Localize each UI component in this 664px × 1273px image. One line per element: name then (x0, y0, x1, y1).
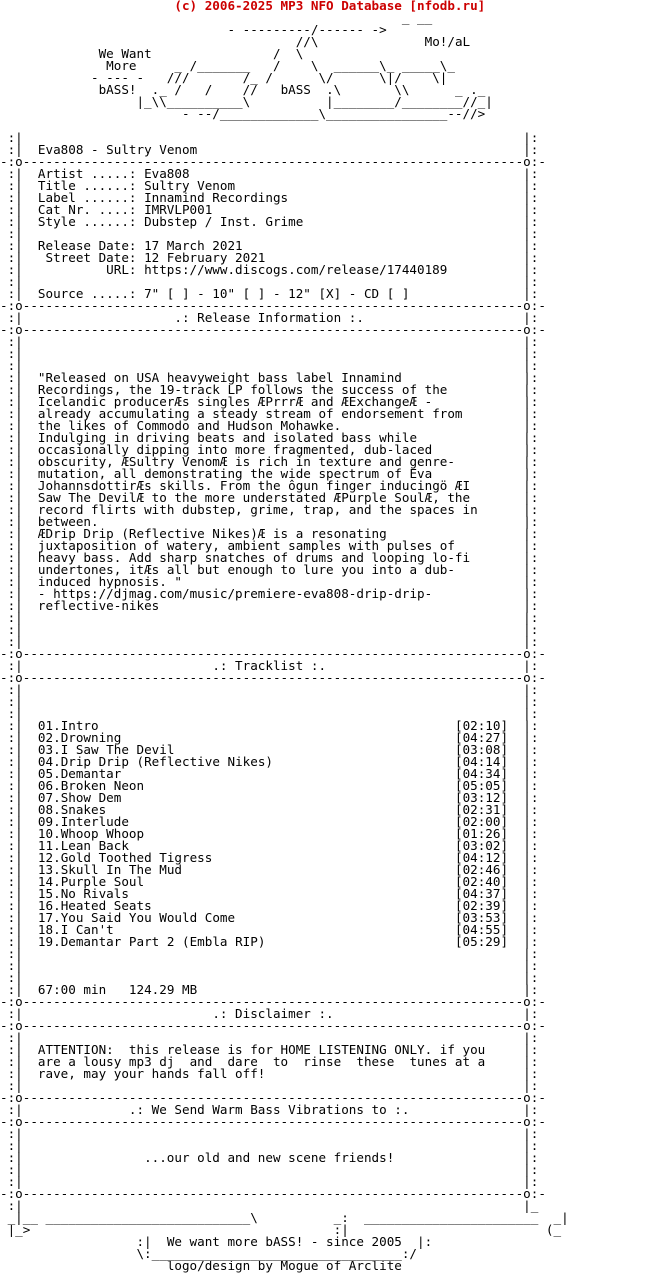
track-title: Skull In The Mud (60, 862, 183, 877)
track-time: 04:34 (462, 766, 501, 781)
track-row: 08.Snakes [02:31] (37, 802, 509, 817)
info-text-line: "Released on USA heavyweight bass label Innamind (37, 370, 402, 385)
url-value: https://www.discogs.com/release/17440189 (144, 262, 448, 277)
track-time: 04:37 (462, 886, 501, 901)
track-row: 02.Drowning [04:27] (37, 730, 509, 745)
title-value-row: :| Title ......: Sultry Venom |: (0, 178, 539, 193)
track-number: 18 (37, 922, 54, 937)
info-text-line: Recordings, the 19-track LP follows the success of the (37, 382, 448, 397)
total-length: 67:00 min (37, 982, 107, 997)
track-time: 03:53 (462, 910, 501, 925)
nfo-line: :| |: (0, 130, 539, 145)
track-line: :| 19.Demantar Part 2 (Embla RIP) [05:29] |: (0, 934, 539, 949)
track-time: 02:40 (462, 874, 501, 889)
track-title: Demantar Part 2 (Embla RIP) (60, 934, 266, 949)
track-number: 03 (37, 742, 54, 757)
info-row: :| ÆDrip Drip (Reflective Nikes)Æ is a resonating |: (0, 526, 539, 541)
track-line: :| 04.Drip Drip (Reflective Nikes) [04:14] |: (0, 754, 539, 769)
disclaimer-text-line: are a lousy mp3 dj and dare to rinse these tunes at a (37, 1054, 486, 1069)
greets-row: :| ...our old and new scene friends! |: (0, 1150, 539, 1165)
label-value-row: :| Label ......: Innamind Recordings |: (0, 190, 539, 205)
track-line: :| 06.Broken Neon [05:05] |: (0, 778, 539, 793)
nfo-line: bASS! ._ / / // bASS .\ \\ _ ._ (98, 82, 486, 97)
nfo-line: :| |: (0, 358, 539, 373)
info-text-line: Saw The DevilÆ to the more understated ÆPurple SoulÆ, the (37, 490, 471, 505)
source-row: :| Source .....: 7" [ ] - 10" [ ] - 12" [X] - CD [ ] |: (0, 286, 539, 301)
track-number: 19 (37, 934, 54, 949)
track-line: :| 05.Demantar [04:34] |: (0, 766, 539, 781)
info-text-line: ÆDrip Drip (Reflective Nikes)Æ is a resonating (37, 526, 387, 541)
track-row: 05.Demantar [04:34] (37, 766, 509, 781)
info-text-line: reflective-nikes (37, 598, 160, 613)
track-number: 17 (37, 910, 54, 925)
artist-value: Eva808 (144, 166, 190, 181)
disclaimer-row: :| are a lousy mp3 dj and dare to rinse these tunes at a |: (0, 1054, 539, 1069)
info-text-line: heavy bass. Add sharp snatches of drums and looping lo-fi (37, 550, 471, 565)
separator: -:o------------------------------------------------------------------o:- (0, 1114, 546, 1129)
nfo-line: _|__ ___________________________\ _: _______________________ _| (0, 1210, 569, 1225)
track-row: 11.Lean Back [03:02] (37, 838, 509, 853)
track-number: 02 (37, 730, 54, 745)
track-time: 04:27 (462, 730, 501, 745)
track-time: 02:46 (462, 862, 501, 877)
track-title: Interlude (60, 814, 129, 829)
url-value-row: :| URL: https://www.discogs.com/release/17440189 |: (0, 262, 539, 277)
track-number: 05 (37, 766, 54, 781)
nfo-line: :| |: (0, 1078, 539, 1093)
track-number: 14 (37, 874, 54, 889)
nfo-line: :| |: (0, 1126, 539, 1141)
track-time: 03:08 (462, 742, 501, 757)
nfo-line: \:_________________________________:/ (0, 1246, 418, 1261)
track-time: 04:14 (462, 754, 501, 769)
track-title: Snakes (60, 802, 107, 817)
track-row: 14.Purple Soul [02:40] (37, 874, 509, 889)
separator: -:o------------------------------------------------------------------o:- (0, 298, 546, 313)
track-row: 18.I Can't [04:55] (37, 922, 509, 937)
track-row: 10.Whoop Whoop [01:26] (37, 826, 509, 841)
track-row: 03.I Saw The Devil [03:08] (37, 742, 509, 757)
track-line: :| 13.Skull In The Mud [02:46] |: (0, 862, 539, 877)
nfo-line: :| |: (0, 346, 539, 361)
track-row: 13.Skull In The Mud [02:46] (37, 862, 509, 877)
info-text-line: between. (37, 514, 99, 529)
logo-more: More (106, 58, 137, 73)
track-number: 11 (37, 838, 54, 853)
track-time: 03:12 (462, 790, 501, 805)
info-text-line: mutation, all demonstrating the wide spectrum of Eva (37, 466, 433, 481)
track-number: 12 (37, 850, 54, 865)
cat-nr-value: IMRVLP001 (144, 202, 213, 217)
info-text-line: juxtaposition of watery, ambient samples with pulses of (37, 538, 455, 553)
street-date-value: 12 February 2021 (144, 250, 266, 265)
separator: -:o------------------------------------------------------------------o:- (0, 1186, 546, 1201)
track-number: 06 (37, 778, 54, 793)
total-size: 124.29 MB (128, 982, 198, 997)
info-row: :| - https://djmag.com/music/premiere-eva808-drip-drip- |: (0, 586, 539, 601)
release-title-line: Eva808 - Sultry Venom (37, 142, 198, 157)
nfo-line: :| |_ (0, 1198, 539, 1213)
info-row: :| occasionally dipping into more fragmented, dub-laced |: (0, 442, 539, 457)
source-value: 7" [ ] - 10" [ ] - 12" [X] - CD [ ] (144, 286, 410, 301)
nfo-line: :| |: (0, 610, 539, 625)
logo-signature: Mo!/aL (424, 34, 471, 49)
track-title: Heated Seats (60, 898, 152, 913)
nfo-line: :| |: (0, 946, 539, 961)
track-line: :| 09.Interlude [02:00] |: (0, 814, 539, 829)
track-time: 04:55 (462, 922, 501, 937)
tracklist-heading: .: Tracklist :. (212, 658, 327, 673)
track-row: 04.Drip Drip (Reflective Nikes) [04:14] (37, 754, 509, 769)
release-date-value: 17 March 2021 (144, 238, 243, 253)
track-time: 02:10 (462, 718, 501, 733)
info-row: :| Indulging in driving beats and isolated bass while |: (0, 430, 539, 445)
logo-we-want: We Want (98, 46, 152, 61)
greets-heading: .: We Send Warm Bass Vibrations to :. (128, 1102, 410, 1117)
disclaimer-row: :| ATTENTION: this release is for HOME LISTENING ONLY. if you |: (0, 1042, 539, 1057)
nfo-line: :| |: (0, 334, 539, 349)
release-title-row: :| Eva808 - Sultry Venom |: (0, 142, 539, 157)
separator: -:o------------------------------------------------------------------o:- (0, 1018, 546, 1033)
nfo-line: :| |: (0, 634, 539, 649)
track-line: :| 08.Snakes [02:31] |: (0, 802, 539, 817)
track-number: 01 (37, 718, 54, 733)
info-row: :| Recordings, the 19-track LP follows the success of the |: (0, 382, 539, 397)
totals-row: :| 67:00 min 124.29 MB |: (0, 982, 539, 997)
track-time: 05:05 (462, 778, 501, 793)
nfo-line: :| |: (0, 1162, 539, 1177)
track-number: 08 (37, 802, 54, 817)
nfo-line: :| |: (0, 970, 539, 985)
info-row: :| already accumulating a steady stream of endorsement from |: (0, 406, 539, 421)
track-title: No Rivals (60, 886, 129, 901)
disclaimer-row: :| rave, may your hands fall off! |: (0, 1066, 539, 1081)
info-text-line: Icelandic producerÆs singles ÆPrrrÆ and ÆExchangeÆ - (37, 394, 433, 409)
info-row: :| mutation, all demonstrating the wide spectrum of Eva |: (0, 466, 539, 481)
info-row: :| obscurity, ÆSultry VenomÆ is rich in texture and genre- |: (0, 454, 539, 469)
nfo-line: :| |: (0, 622, 539, 637)
info-text-line: obscurity, ÆSultry VenomÆ is rich in texture and genre- (37, 454, 455, 469)
track-number: 16 (37, 898, 54, 913)
label-value: Innamind Recordings (144, 190, 289, 205)
track-line: :| 02.Drowning [04:27] |: (0, 730, 539, 745)
track-number: 09 (37, 814, 54, 829)
nfo-line: :| |: (0, 706, 539, 721)
nfo-line: :| |: (0, 958, 539, 973)
logo-bass-left: bASS! (98, 82, 137, 97)
nfo-line: :| |: (0, 694, 539, 709)
info-text-line: record flirts with dubstep, grime, trap, and the spaces in (37, 502, 478, 517)
track-row: 16.Heated Seats [02:39] (37, 898, 509, 913)
greets-text: ...our old and new scene friends! (144, 1150, 395, 1165)
logo-bass-center: bASS (280, 82, 311, 97)
info-text-line: Indulging in driving beats and isolated bass while (37, 430, 418, 445)
nfo-line: - --- - /// /_ / \/ \|/ \| (0, 70, 448, 85)
track-title: Purple Soul (60, 874, 145, 889)
street-date-value-row: :| Street Date: 12 February 2021 |: (0, 250, 539, 265)
separator: -:o------------------------------------------------------------------o:- (0, 154, 546, 169)
info-row: :| heavy bass. Add sharp snatches of drums and looping lo-fi |: (0, 550, 539, 565)
track-line: :| 16.Heated Seats [02:39] |: (0, 898, 539, 913)
info-row: :| juxtaposition of watery, ambient samples with pulses of |: (0, 538, 539, 553)
track-row: 12.Gold Toothed Tigress [04:12] (37, 850, 509, 865)
info-row: :| between. |: (0, 514, 539, 529)
track-row: 09.Interlude [02:00] (37, 814, 509, 829)
track-title: Show Dem (60, 790, 122, 805)
separator: -:o------------------------------------------------------------------o:- (0, 1090, 546, 1105)
info-row: :| reflective-nikes |: (0, 598, 539, 613)
track-title: Lean Back (60, 838, 129, 853)
disclaimer-text-line: rave, may your hands fall off! (37, 1066, 266, 1081)
track-title: Drowning (60, 730, 122, 745)
nfo-line: More _ /_______ / \ ______\_ _____\_ (106, 58, 455, 73)
nfo-line: - --/_____________\________________--//> (0, 106, 486, 121)
track-title: I Can't (60, 922, 114, 937)
nfo-line: _ __ (0, 10, 433, 25)
nfo-line: :| |: (0, 682, 539, 697)
release-information-heading: .: Release Information :. (174, 310, 364, 325)
track-title: I Saw The Devil (60, 742, 175, 757)
footer-tagline-row: :| We want more bASS! - since 2005 |: (0, 1234, 433, 1249)
separator: -:o------------------------------------------------------------------o:- (0, 994, 546, 1009)
track-row: 07.Show Dem [03:12] (37, 790, 509, 805)
nfo-line: :| |: (0, 274, 539, 289)
info-row: :| record flirts with dubstep, grime, trap, and the spaces in |: (0, 502, 539, 517)
info-text-line: the likes of Commodo and Hudson Mohawke. (37, 418, 342, 433)
track-time: 05:29 (462, 934, 501, 949)
nfo-line: :| |: (0, 226, 539, 241)
track-line: :| 07.Show Dem [03:12] |: (0, 790, 539, 805)
info-text-line: occasionally dipping into more fragmented, dub-laced (37, 442, 433, 457)
track-line: :| 17.You Said You Would Come [03:53] |: (0, 910, 539, 925)
info-text-line: induced hypnosis. " (37, 574, 182, 589)
track-line: :| 15.No Rivals [04:37] |: (0, 886, 539, 901)
track-time: 04:12 (462, 850, 501, 865)
separator: -:o------------------------------------------------------------------o:- (0, 322, 546, 337)
info-text-line: undertones, itÆs all but enough to lure you into a dub- (37, 562, 455, 577)
track-line: :| 10.Whoop Whoop [01:26] |: (0, 826, 539, 841)
track-time: 02:39 (462, 898, 501, 913)
nfo-line: :| |: (0, 1138, 539, 1153)
track-row: 19.Demantar Part 2 (Embla RIP) [05:29] (37, 934, 509, 949)
info-row: :| the likes of Commodo and Hudson Mohawke. |: (0, 418, 539, 433)
info-text-line: JohannsdottirÆs skills. From the ôgun finger inducingö ÆI (37, 478, 471, 493)
separator: -:o------------------------------------------------------------------o:- (0, 670, 546, 685)
nfo-line: //\ Mo!/aL (0, 34, 471, 49)
nfo-line: We Want / \ (98, 46, 304, 61)
track-title: Whoop Whoop (60, 826, 145, 841)
track-number: 13 (37, 862, 54, 877)
title-value: Sultry Venom (144, 178, 236, 193)
track-number: 10 (37, 826, 54, 841)
info-row: :| Icelandic producerÆs singles ÆPrrrÆ and ÆExchangeÆ - |: (0, 394, 539, 409)
tracklist-heading-row: :| .: Tracklist :. |: (0, 658, 539, 673)
info-text-line: - https://djmag.com/music/premiere-eva808-drip-drip- (37, 586, 433, 601)
track-title: Demantar (60, 766, 122, 781)
track-time: 03:02 (462, 838, 501, 853)
site-banner: (c) 2006-2025 MP3 NFO Database [nfodb.ru] (174, 0, 486, 13)
disclaimer-text-line: ATTENTION: this release is for HOME LISTENING ONLY. if you (37, 1042, 486, 1057)
track-line: :| 14.Purple Soul [02:40] |: (0, 874, 539, 889)
track-line: :| 03.I Saw The Devil [03:08] |: (0, 742, 539, 757)
info-row: :| Saw The DevilÆ to the more understated ÆPurple SoulÆ, the |: (0, 490, 539, 505)
nfo-line: |_> :| (_ (0, 1222, 562, 1237)
nfo-line: :| |: (0, 1030, 539, 1045)
cat-nr-value-row: :| Cat Nr. ....: IMRVLP001 |: (0, 202, 539, 217)
track-row: 15.No Rivals [04:37] (37, 886, 509, 901)
footer-credit-row (0, 1260, 664, 1272)
nfo-line: |_\\__________\ |________/________//_| (0, 94, 493, 109)
track-time: 01:26 (462, 826, 501, 841)
greets-heading-row: :| .: We Send Warm Bass Vibrations to :. |: (0, 1102, 539, 1117)
disclaimer-heading-row: :| .: Disclaimer :. |: (0, 1006, 539, 1021)
track-number: 07 (37, 790, 54, 805)
disclaimer-heading: .: Disclaimer :. (212, 1006, 334, 1021)
track-row: 06.Broken Neon [05:05] (37, 778, 509, 793)
artist-value-row: :| Artist .....: Eva808 |: (0, 166, 539, 181)
track-row: 17.You Said You Would Come [03:53] (37, 910, 509, 925)
release-date-value-row: :| Release Date: 17 March 2021 |: (0, 238, 539, 253)
track-number: 04 (37, 754, 54, 769)
track-line: :| 18.I Can't [04:55] |: (0, 922, 539, 937)
track-title: You Said You Would Come (60, 910, 236, 925)
track-title: Intro (60, 718, 99, 733)
nfo-line: :| |: (0, 1174, 539, 1189)
track-title: Gold Toothed Tigress (60, 850, 213, 865)
track-number: 15 (37, 886, 54, 901)
style-value: Dubstep / Inst. Grime (144, 214, 304, 229)
footer-tagline: We want more bASS! - since 2005 (166, 1234, 402, 1249)
track-line: :| 11.Lean Back [03:02] |: (0, 838, 539, 853)
track-row: 01.Intro [02:10] (37, 718, 509, 733)
info-row: :| undertones, itÆs all but enough to lure you into a dub- |: (0, 562, 539, 577)
track-line: :| 12.Gold Toothed Tigress [04:12] |: (0, 850, 539, 865)
track-time: 02:00 (462, 814, 501, 829)
info-row: :| induced hypnosis. " |: (0, 574, 539, 589)
track-title: Broken Neon (60, 778, 145, 793)
track-time: 02:31 (462, 802, 501, 817)
style-value-row: :| Style ......: Dubstep / Inst. Grime |: (0, 214, 539, 229)
footer-credit: logo/design by Mogue of Arclite (166, 1258, 402, 1273)
release-information-heading-row: :| .: Release Information :. |: (0, 310, 539, 325)
track-line: :| 01.Intro [02:10] |: (0, 718, 539, 733)
nfo-line: - ---------/------ -> (0, 22, 387, 37)
separator: -:o------------------------------------------------------------------o:- (0, 646, 546, 661)
info-row: :| "Released on USA heavyweight bass label Innamind |: (0, 370, 539, 385)
info-row: :| JohannsdottirÆs skills. From the ôgun finger inducingö ÆI |: (0, 478, 539, 493)
track-title: Drip Drip (Reflective Nikes) (60, 754, 273, 769)
info-text-line: already accumulating a steady stream of endorsement from (37, 406, 463, 421)
